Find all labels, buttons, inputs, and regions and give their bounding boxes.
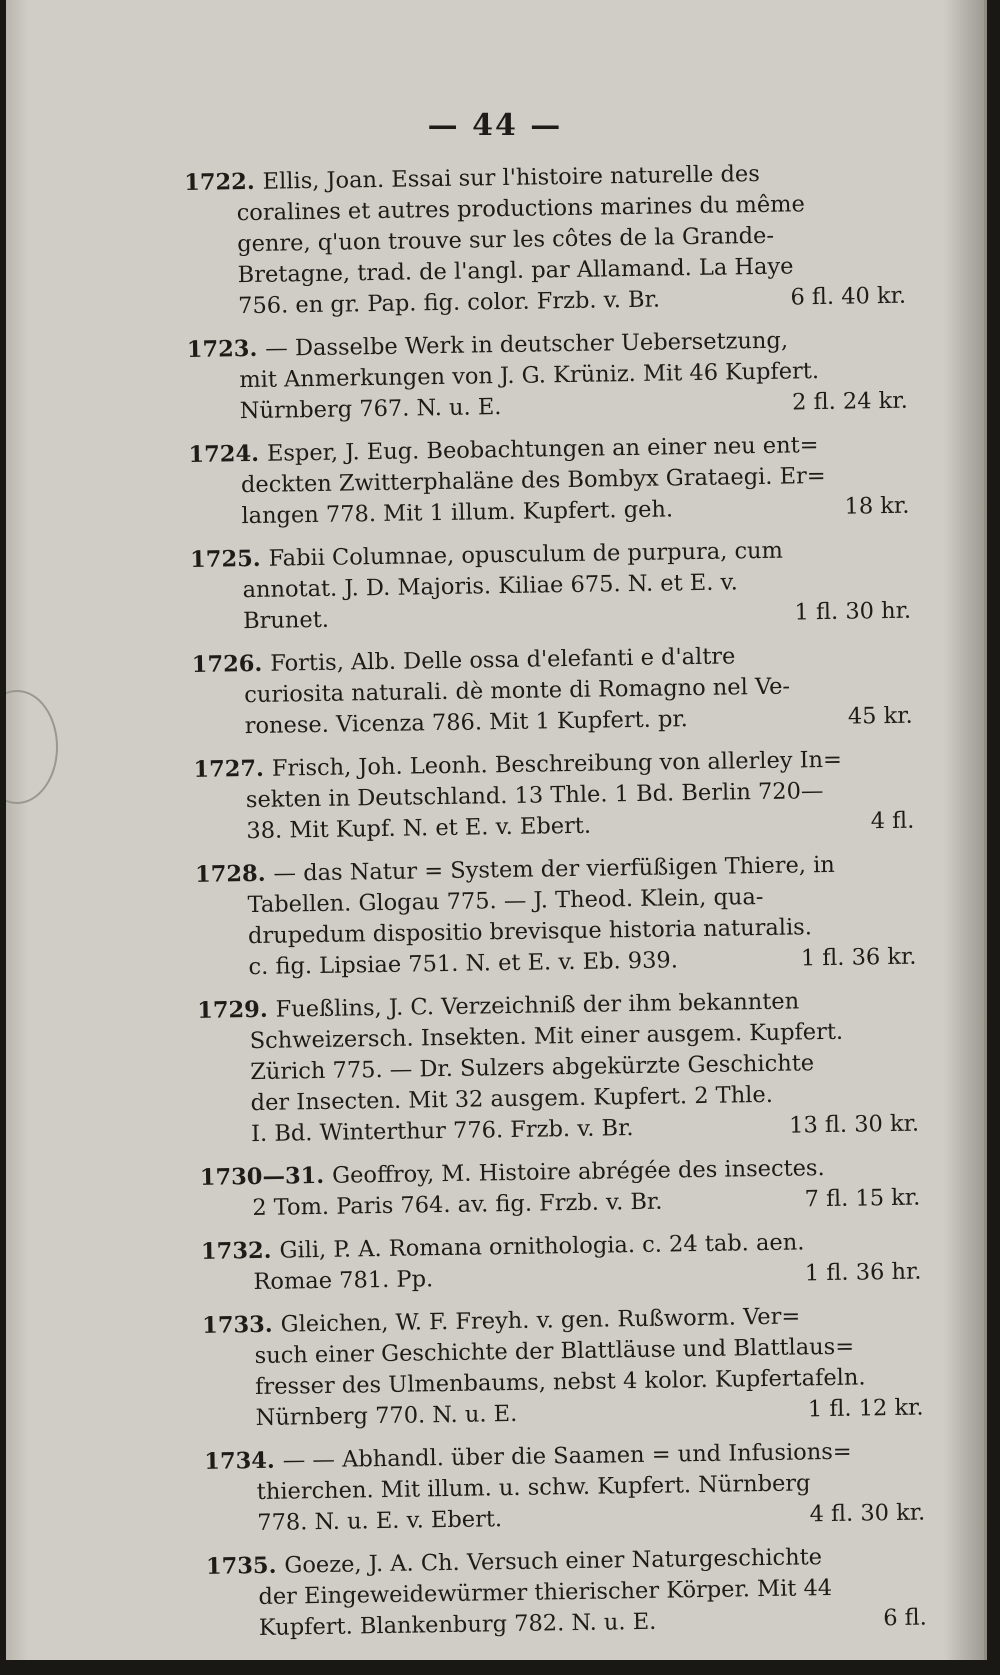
entry-line-text: Zürich 775. — Dr. Sulzers abgekürzte Geschichte	[250, 1050, 815, 1086]
entry-line-text: drupedum dispositio brevisque historia naturalis.	[247, 914, 813, 950]
entry-line-text: Fabii Columnae, opusculum de purpura, cum	[268, 537, 784, 572]
entry-line-text: thierchen. Mit illum. u. schw. Kupfert. Nürnberg	[256, 1470, 811, 1506]
entry-line-text: Schweizersch. Insekten. Mit einer ausgem. Kupfert.	[249, 1018, 844, 1055]
entry-line-text: genre, q'uon trouve sur les côtes de la Grande-	[236, 222, 775, 258]
catalog-entry	[202, 1299, 944, 1435]
entry-number: 1726.	[191, 650, 263, 678]
entry-number: 1734.	[204, 1447, 275, 1475]
entry-line-text: der Eingeweidewürmer thierischer Körper. Mit 44	[258, 1574, 833, 1611]
entry-price: 6 fl.	[883, 1604, 928, 1632]
page-edge-shadow	[944, 0, 984, 1660]
page-edge-mark	[6, 690, 58, 804]
entry-imprint: Brunet.	[242, 606, 330, 635]
entry-number: 1730—31.	[199, 1162, 325, 1191]
entry-line-text: Fueßlins, J. C. Verzeichniß der ihm bekannten	[275, 988, 800, 1023]
entry-price: 1 fl. 12 kr.	[807, 1394, 924, 1423]
entry-line-text: coralines et autres productions marines du même	[236, 191, 806, 227]
entry-price: 2 fl. 24 kr.	[791, 387, 908, 416]
catalog-entry	[201, 1225, 942, 1299]
entry-line-text: curiosita naturali. dè monte di Romagno nel Ve-	[244, 673, 791, 709]
entry-number: 1729.	[197, 996, 268, 1024]
entry-imprint: Romae 781. Pp.	[253, 1266, 434, 1296]
entry-line-text: der Insecten. Mit 32 ausgem. Kupfert. 2 Thle.	[250, 1081, 774, 1117]
entry-number: 1723.	[186, 335, 258, 363]
entry-line-text: Esper, J. Eug. Beobachtungen an einer neu ent=	[266, 432, 819, 467]
entry-price: 1 fl. 36 kr.	[800, 943, 917, 972]
entry-line-text: Goeze, J. A. Ch. Versuch einer Naturgeschichte	[284, 1544, 823, 1579]
entry-line-text: fresser des Ulmenbaums, nebst 4 kolor. Kupfertafeln.	[254, 1364, 866, 1401]
entry-line-text: sekten in Deutschland. 13 Thle. 1 Bd. Berlin 720—	[245, 778, 824, 814]
catalog-entry	[187, 323, 928, 428]
entry-line-text: — — Abhandl. über die Saamen = und Infusions=	[282, 1438, 852, 1474]
catalog-entry	[195, 848, 937, 984]
catalog-entry	[192, 638, 933, 743]
entry-imprint: c. fig. Lipsiae 751. N. et E. v. Eb. 939.	[248, 947, 679, 981]
entry-line-text: such einer Geschichte der Blattläuse und Blattlaus=	[254, 1333, 855, 1370]
entry-line-text: Frisch, Joh. Leonh. Beschreibung von allerley In=	[271, 746, 843, 782]
entry-price: 1 fl. 30 hr.	[794, 597, 912, 626]
entry-price: 4 fl. 30 kr.	[809, 1499, 926, 1528]
entry-line-text: Fortis, Alb. Delle ossa d'elefanti e d'altre	[270, 643, 736, 677]
catalog-entries	[184, 156, 947, 1656]
entry-line-text: Gili, P. A. Romana ornithologia. c. 24 tab. aen.	[279, 1229, 805, 1264]
entry-line-text: Bretagne, trad. de l'angl. par Allamand. La Haye	[237, 253, 794, 289]
book-page	[6, 0, 987, 1660]
entry-imprint: I. Bd. Winterthur 776. Frzb. v. Br.	[250, 1115, 634, 1148]
entry-price: 18 kr.	[844, 492, 910, 520]
entry-price: 45 kr.	[847, 702, 913, 730]
entry-number: 1727.	[193, 755, 265, 783]
entry-price: 13 fl. 30 kr.	[788, 1110, 920, 1139]
entry-line-text: Tabellen. Glogau 775. — J. Theod. Klein, qua-	[247, 883, 764, 919]
entry-line-text: — Dasselbe Werk in deutscher Uebersetzung,	[265, 327, 789, 362]
entry-line-text: mit Anmerkungen von J. G. Krüniz. Mit 46 Kupfert.	[239, 358, 820, 394]
catalog-entry	[190, 533, 931, 638]
entry-imprint: 778. N. u. E. v. Ebert.	[257, 1506, 503, 1537]
page-number: — 44 —	[427, 108, 563, 143]
entry-imprint: langen 778. Mit 1 illum. Kupfert. geh.	[241, 496, 674, 530]
catalog-entry	[204, 1435, 945, 1540]
entry-number: 1728.	[194, 860, 266, 888]
entry-line-text: — das Natur = System der vierfüßigen Thiere, in	[273, 851, 836, 887]
entry-imprint: 2 Tom. Paris 764. av. fig. Frzb. v. Br.	[252, 1188, 663, 1222]
entry-line-text: Geoffroy, M. Histoire abrégée des insectes.	[331, 1155, 825, 1189]
entry-imprint: 756. en gr. Pap. fig. color. Frzb. v. Br.	[237, 286, 661, 320]
entry-imprint: Nürnberg 770. N. u. E.	[255, 1400, 518, 1432]
catalog-entry	[200, 1151, 941, 1225]
entry-imprint: 38. Mit Kupf. N. et E. v. Ebert.	[246, 812, 592, 845]
entry-price: 6 fl. 40 kr.	[790, 282, 907, 311]
entry-imprint: ronese. Vicenza 786. Mit 1 Kupfert. pr.	[244, 706, 689, 740]
entry-line-text: Gleichen, W. F. Freyh. v. gen. Rußworm. Ver=	[280, 1303, 801, 1338]
entry-number: 1733.	[201, 1311, 273, 1339]
entry-number: 1732.	[200, 1237, 272, 1265]
catalog-entry	[197, 984, 939, 1151]
entry-line-text: Ellis, Joan. Essai sur l'histoire naturelle des	[262, 160, 760, 195]
entry-line-text: deckten Zwitterphaläne des Bombyx Grataegi. Er=	[240, 462, 826, 499]
page-gutter-shadow	[6, 0, 28, 1660]
catalog-entry	[193, 743, 934, 848]
entry-price: 1 fl. 36 hr.	[804, 1258, 922, 1287]
entry-number: 1735.	[205, 1552, 277, 1580]
entry-number: 1724.	[188, 440, 260, 468]
catalog-entry	[184, 156, 926, 323]
entry-imprint: Nürnberg 767. N. u. E.	[239, 394, 502, 425]
entry-number: 1725.	[189, 545, 261, 573]
entry-imprint: Kupfert. Blankenburg 782. N. u. E.	[258, 1608, 657, 1642]
entry-price: 7 fl. 15 kr.	[804, 1184, 921, 1213]
entry-line-text: annotat. J. D. Majoris. Kiliae 675. N. et E. v.	[242, 569, 738, 604]
catalog-entry	[206, 1540, 947, 1645]
entry-price: 4 fl.	[870, 807, 915, 835]
entry-number: 1722.	[184, 168, 255, 196]
catalog-entry	[188, 428, 929, 533]
